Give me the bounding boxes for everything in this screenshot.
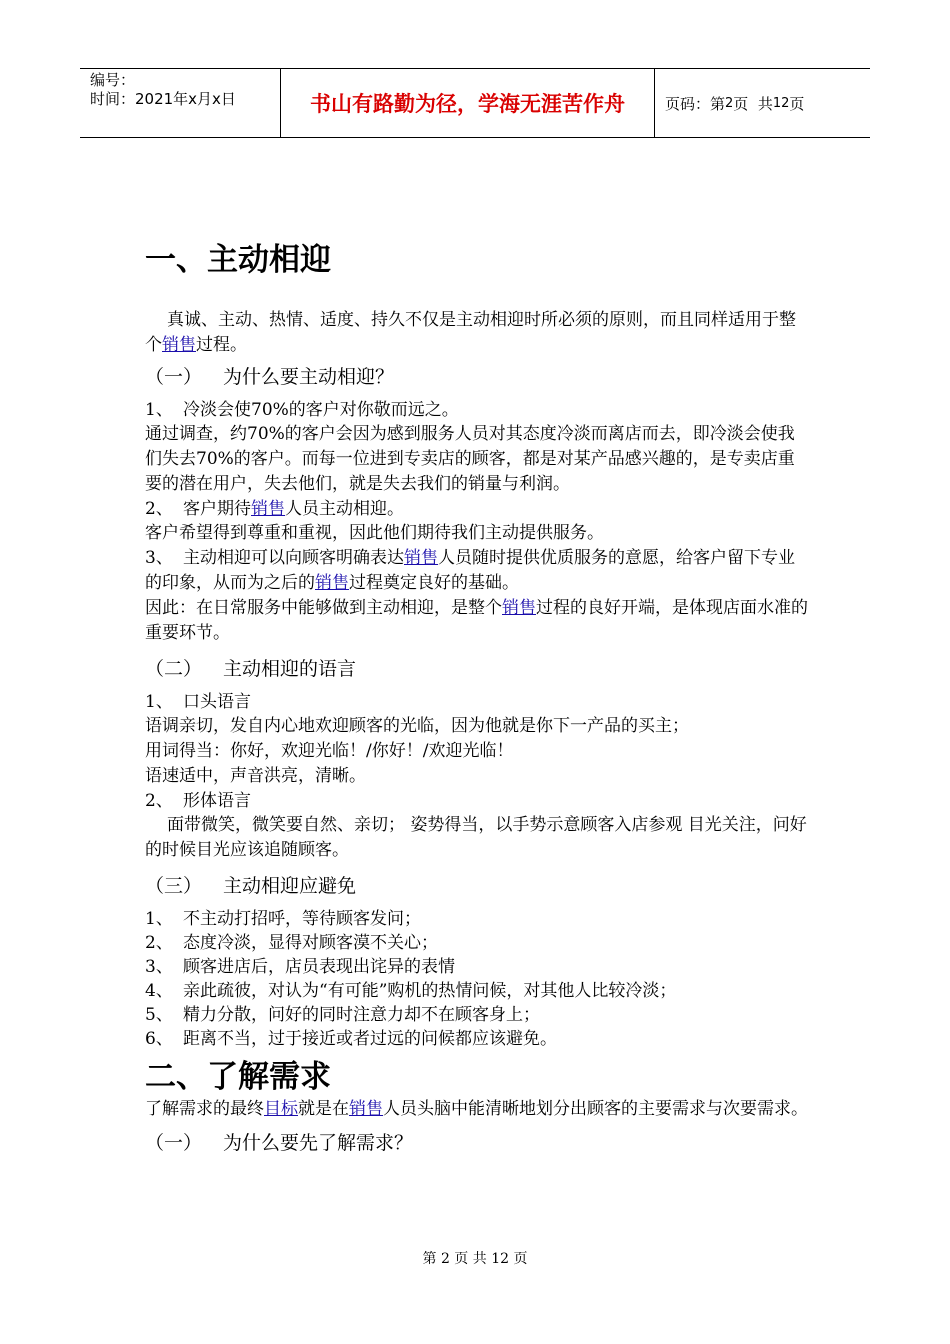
subsection-1-3-heading: （三） 主动相迎应避免 — [145, 875, 357, 897]
list-item: 5、 精力分散，问好的同时注意力却不在顾客身上； — [145, 1005, 540, 1025]
page-end: 页 — [789, 94, 805, 113]
header-meta — [80, 69, 281, 137]
paragraph: 用词得当：你好，欢迎光临！/你好！/欢迎光临！ — [145, 741, 514, 761]
subsection-1-2-heading: （二） 主动相迎的语言 — [145, 658, 357, 680]
page-total: 12 — [772, 95, 790, 111]
paragraph: 因此：在日常服务中能够做到主动相迎，是整个销售过程的良好开端，是体现店面水准的重要环节。 — [145, 598, 808, 643]
paragraph: 面带微笑，微笑要自然、亲切； 姿势得当，以手势示意顾客入店参观 目光关注，问好的时候目光应该追随顾客。 — [145, 815, 807, 860]
list-item: 3、 主动相迎可以向顾客明确表达销售人员随时提供优质服务的意愿，给客户留下专业的印象，从而为之后的销售过程奠定良好的基础。 — [145, 548, 795, 593]
link-sales[interactable]: 销售 — [162, 335, 196, 355]
list-item: 2、 客户期待销售人员主动相迎。 — [145, 499, 404, 519]
list-item: 1、 不主动打招呼，等待顾客发问； — [145, 909, 421, 929]
paragraph: 通过调查，约70%的客户会因为感到服务人员对其态度冷淡而离店而去，即冷淡会使我们失去70%的客户。而每一位进到专卖店的顾客，都是对某产品感兴趣的，是专卖店重要的潜在用户，失去他们，就是失去我们的销量与利润。 — [145, 424, 795, 494]
page-footer: 第 2 页 共 12 页 — [422, 1251, 528, 1267]
header-time: 时间：2021年x月x日 — [90, 90, 236, 108]
header-code: 编号： — [90, 71, 136, 89]
page-mid: 页 共 — [733, 94, 773, 113]
link-sales[interactable]: 销售 — [251, 499, 285, 519]
list-item: 4、 亲此疏彼，对认为“有可能”购机的热情问候，对其他人比较冷淡； — [145, 981, 677, 1001]
list-item: 2、 态度冷淡，显得对顾客漠不关心； — [145, 933, 438, 953]
list-item: 3、 顾客进店后，店员表现出诧异的表情 — [145, 957, 455, 977]
page-header — [80, 68, 870, 138]
subsection-2-1-heading: （一） 为什么要先了解需求？ — [145, 1132, 414, 1154]
link-sales[interactable]: 销售 — [315, 573, 349, 593]
paragraph: 语速适中，声音洪亮，清晰。 — [145, 766, 366, 786]
header-motto: 书山有路勤为径，学海无涯苦作舟 — [281, 69, 655, 137]
section-2-intro: 了解需求的最终目标就是在销售人员头脑中能清晰地划分出顾客的主要需求与次要需求。 — [145, 1099, 808, 1119]
list-item: 2、 形体语言 — [145, 791, 251, 811]
page-num: 2 — [725, 95, 734, 111]
header-page-info — [655, 69, 870, 137]
section-2-title: 二、了解需求 — [145, 1059, 331, 1095]
list-item: 6、 距离不当，过于接近或者过远的问候都应该避免。 — [145, 1029, 557, 1049]
list-item: 1、 冷淡会使70%的客户对你敬而远之。 — [145, 400, 459, 420]
subsection-1-1-heading: （一） 为什么要主动相迎？ — [145, 366, 395, 388]
page-label: 页码：第 — [665, 94, 726, 113]
main-content — [145, 240, 810, 1156]
link-sales[interactable]: 销售 — [349, 1099, 383, 1119]
section-1-intro: 真诚、主动、热情、适度、持久不仅是主动相迎时所必须的原则，而且同样适用于整个销售过程。 — [145, 310, 796, 355]
list-item: 1、 口头语言 — [145, 692, 251, 712]
link-sales[interactable]: 销售 — [404, 548, 438, 568]
section-1-title: 一、主动相迎 — [145, 242, 331, 278]
paragraph: 语调亲切，发自内心地欢迎顾客的光临，因为他就是你下一产品的买主； — [145, 716, 689, 736]
paragraph: 客户希望得到尊重和重视，因此他们期待我们主动提供服务。 — [145, 523, 604, 543]
link-goal[interactable]: 目标 — [264, 1099, 298, 1119]
link-sales[interactable]: 销售 — [502, 598, 536, 618]
